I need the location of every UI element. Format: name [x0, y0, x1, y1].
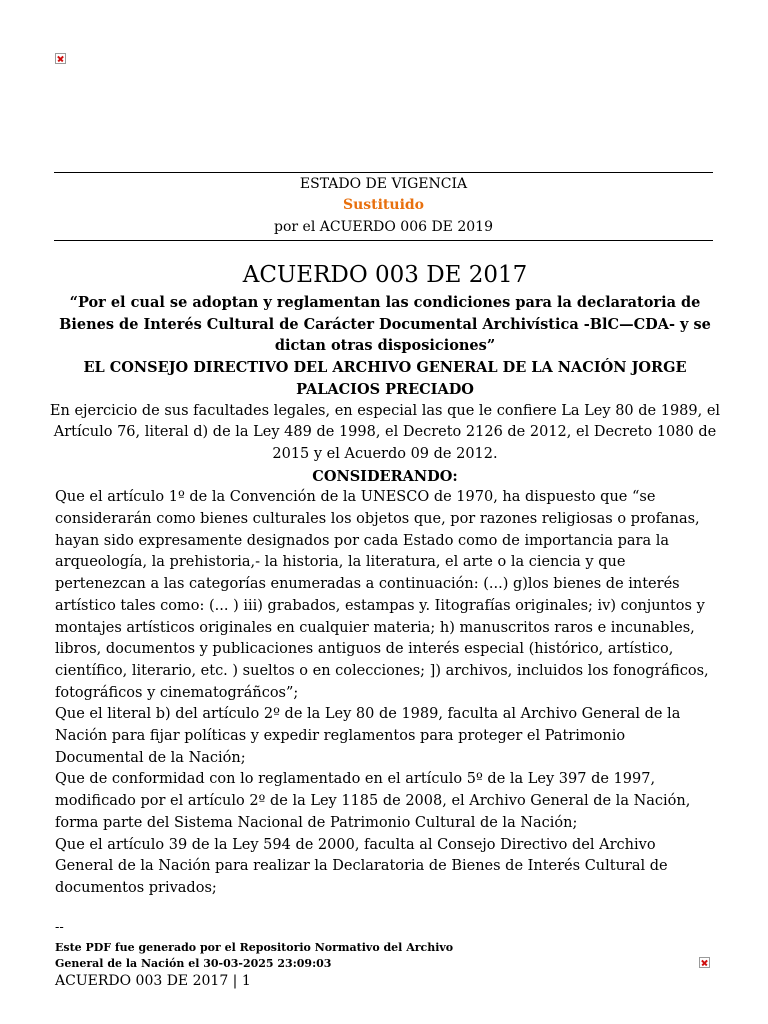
legal-basis: En ejercicio de sus facultades legales, en especial las que le confiere La Ley 80 de 1989, el Artículo 76, literal d) de la Ley 489 de 1998, el Decreto 2126 de 2012, el Decreto 1080 de 2015 y el Acuerdo 09 de 2012.: [49, 402, 721, 462]
document-title: ACUERDO 003 DE 2017: [242, 262, 528, 288]
status-label: ESTADO DE VIGENCIA: [299, 176, 468, 192]
status-box: [54, 172, 713, 241]
broken-image-icon: [699, 957, 710, 968]
document-body: [49, 258, 721, 900]
considerando-paragraph: Que el literal b) del artículo 2º de la Ley 80 de 1989, faculta al Archivo General de la Nación para fijar políticas y expedir reglamentos para proteger el Patrimonio Documental de la Nación;: [55, 706, 681, 766]
considerando-heading: CONSIDERANDO:: [312, 467, 458, 485]
broken-image-icon: [55, 53, 66, 64]
status-replaced-by: por el ACUERDO 006 DE 2019: [274, 219, 493, 235]
considerando-paragraph: Que el artículo 39 de la Ley 594 de 2000, faculta al Consejo Directivo del Archivo General de la Nación para realizar la Declaratoria de Bienes de Interés Cultural de documentos privados;: [55, 836, 668, 896]
footer-separator: --: [55, 920, 64, 935]
considerando-paragraph: Que el artículo 1º de la Convención de la UNESCO de 1970, ha dispuesto que “se considerarán como bienes culturales los objetos que, por razones religiosas o profanas, hayan sido expresamente designados por cada Estado como de importancia para la arqueología, la prehistoria,- la historia, la literatura, el arte o la ciencia y que pertenezcan a las categorías enumeradas a continuación: (...) g)los bienes de interés artístico tales como: (... ) iii) grabados, estampas y. Iitografías originales; iv) conjuntos y montajes artísticos originales en cualquier materia; h) manuscritos raros e incunables, libros, documentos y publicaciones antiguos de interés especial (histórico, artístico, científico, literario, etc. ) sueltos o en colecciones; ]) archivos, incluidos los fonográficos, fotográficos y cinematográñcos”;: [55, 489, 709, 701]
document-subtitle: “Por el cual se adoptan y reglamentan las condiciones para la declaratoria de Bienes de Interés Cultural de Carácter Documental Archivística -BlC—CDA- y se dictan otras disposiciones”: [59, 294, 711, 355]
considerando-paragraph: Que de conformidad con lo reglamentado en el artículo 5º de la Ley 397 de 1997, modificado por el artículo 2º de la Ley 1185 de 2008, el Archivo General de la Nación, forma parte del Sistema Nacional de Patrimonio Cultural de la Nación;: [55, 771, 691, 831]
status-value: Sustituido: [342, 197, 425, 213]
issuing-council: EL CONSEJO DIRECTIVO DEL ARCHIVO GENERAL DE LA NACIÓN JORGE PALACIOS PRECIADO: [83, 359, 687, 398]
page-footer: ACUERDO 003 DE 2017 | 1: [55, 973, 251, 989]
footer-generated-note: Este PDF fue generado por el Repositorio Normativo del Archivo General de la Nación el 30-03-2025 23:09:03: [55, 941, 454, 970]
